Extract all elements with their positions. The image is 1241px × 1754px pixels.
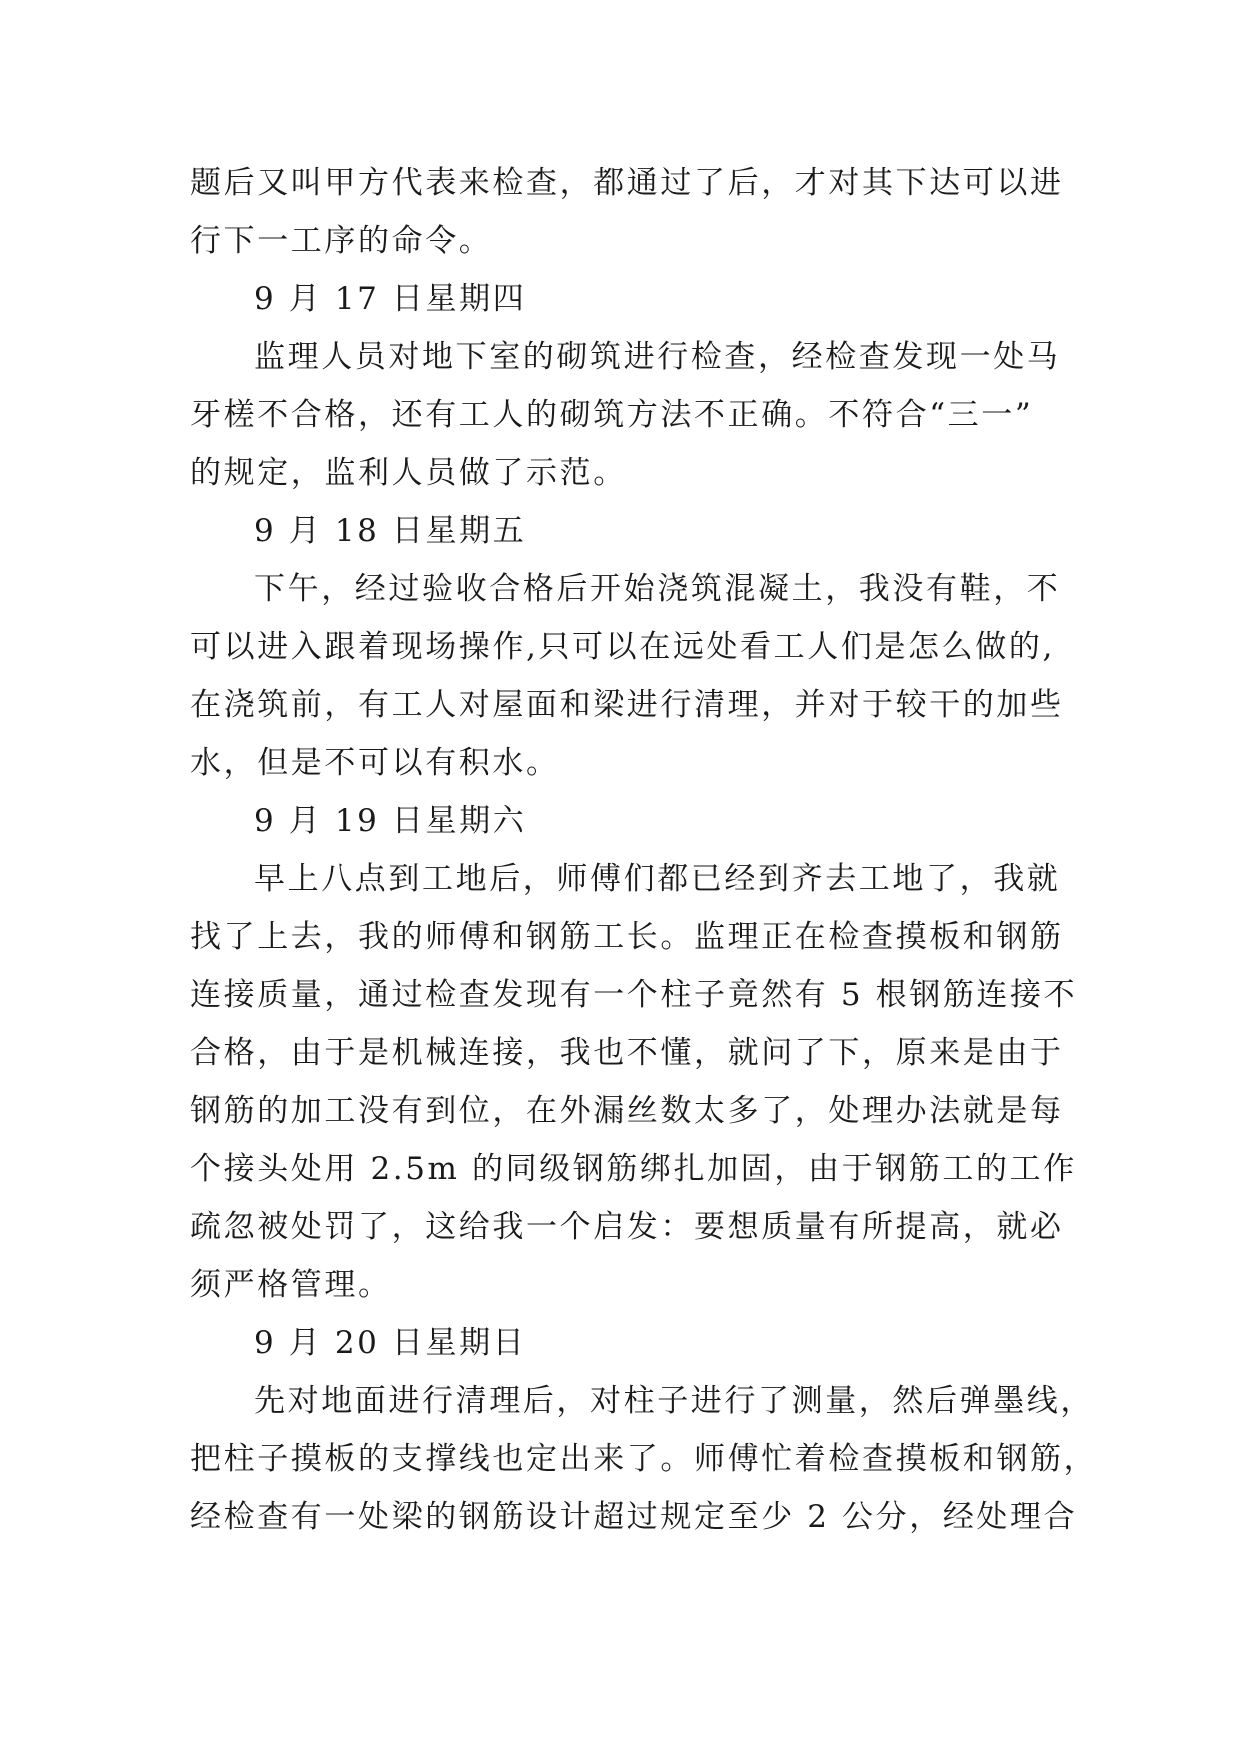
text-line: 合格，由于是机械连接，我也不懂，就问了下，原来是由于 <box>190 1035 1064 1071</box>
text-line: 先对地面进行清理后，对柱子进行了测量，然后弹墨线， <box>254 1383 1094 1419</box>
date-heading-0917: 9 月 17 日星期四 <box>254 281 527 317</box>
text-line: 须严格管理。 <box>190 1267 392 1303</box>
paragraph-0918 <box>190 560 1064 792</box>
text-line: 行下一工序的命令。 <box>190 223 493 259</box>
text-line: 下午，经过验收合格后开始浇筑混凝土，我没有鞋，不 <box>254 571 1061 607</box>
text-line: 经检查有一处梁的钢筋设计超过规定至少 2 公分，经处理合 <box>190 1499 1078 1535</box>
paragraph-continuation <box>190 154 1064 270</box>
date-heading-0919: 9 月 19 日星期六 <box>254 803 527 839</box>
text-line: 疏忽被处罚了，这给我一个启发：要想质量有所提高，就必 <box>190 1209 1064 1245</box>
text-line: 水，但是不可以有积水。 <box>190 745 560 781</box>
text-line: 个接头处用 2.5m 的同级钢筋绑扎加固，由于钢筋工的工作 <box>190 1151 1077 1187</box>
text-line: 在浇筑前，有工人对屋面和梁进行清理，并对于较干的加些 <box>190 687 1064 723</box>
text-line: 钢筋的加工没有到位，在外漏丝数太多了，处理办法就是每 <box>190 1093 1064 1129</box>
text-line: 早上八点到工地后，师傅们都已经到齐去工地了，我就 <box>254 861 1061 897</box>
text-line: 题后又叫甲方代表来检查，都通过了后，才对其下达可以进 <box>190 165 1064 201</box>
text-line: 找了上去，我的师傅和钢筋工长。监理正在检查摸板和钢筋 <box>190 919 1064 955</box>
text-line: 牙槎不合格，还有工人的砌筑方法不正确。不符合“三一” <box>190 397 1034 433</box>
document-page <box>190 154 1098 1546</box>
paragraph-0920 <box>190 1372 1098 1546</box>
paragraph-0917 <box>190 328 1061 502</box>
date-heading-0918: 9 月 18 日星期五 <box>254 513 527 549</box>
paragraph-0919 <box>190 850 1078 1314</box>
date-heading-0920: 9 月 20 日星期日 <box>254 1325 527 1361</box>
text-line: 可以进入跟着现场操作,只可以在远处看工人们是怎么做的, <box>190 629 1055 665</box>
text-line: 的规定，监利人员做了示范。 <box>190 455 627 491</box>
text-line: 连接质量，通过检查发现有一个柱子竟然有 5 根钢筋连接不 <box>190 977 1078 1013</box>
text-line: 把柱子摸板的支撑线也定出来了。师傅忙着检查摸板和钢筋， <box>190 1441 1098 1477</box>
text-line: 监理人员对地下室的砌筑进行检查，经检查发现一处马 <box>254 339 1061 375</box>
